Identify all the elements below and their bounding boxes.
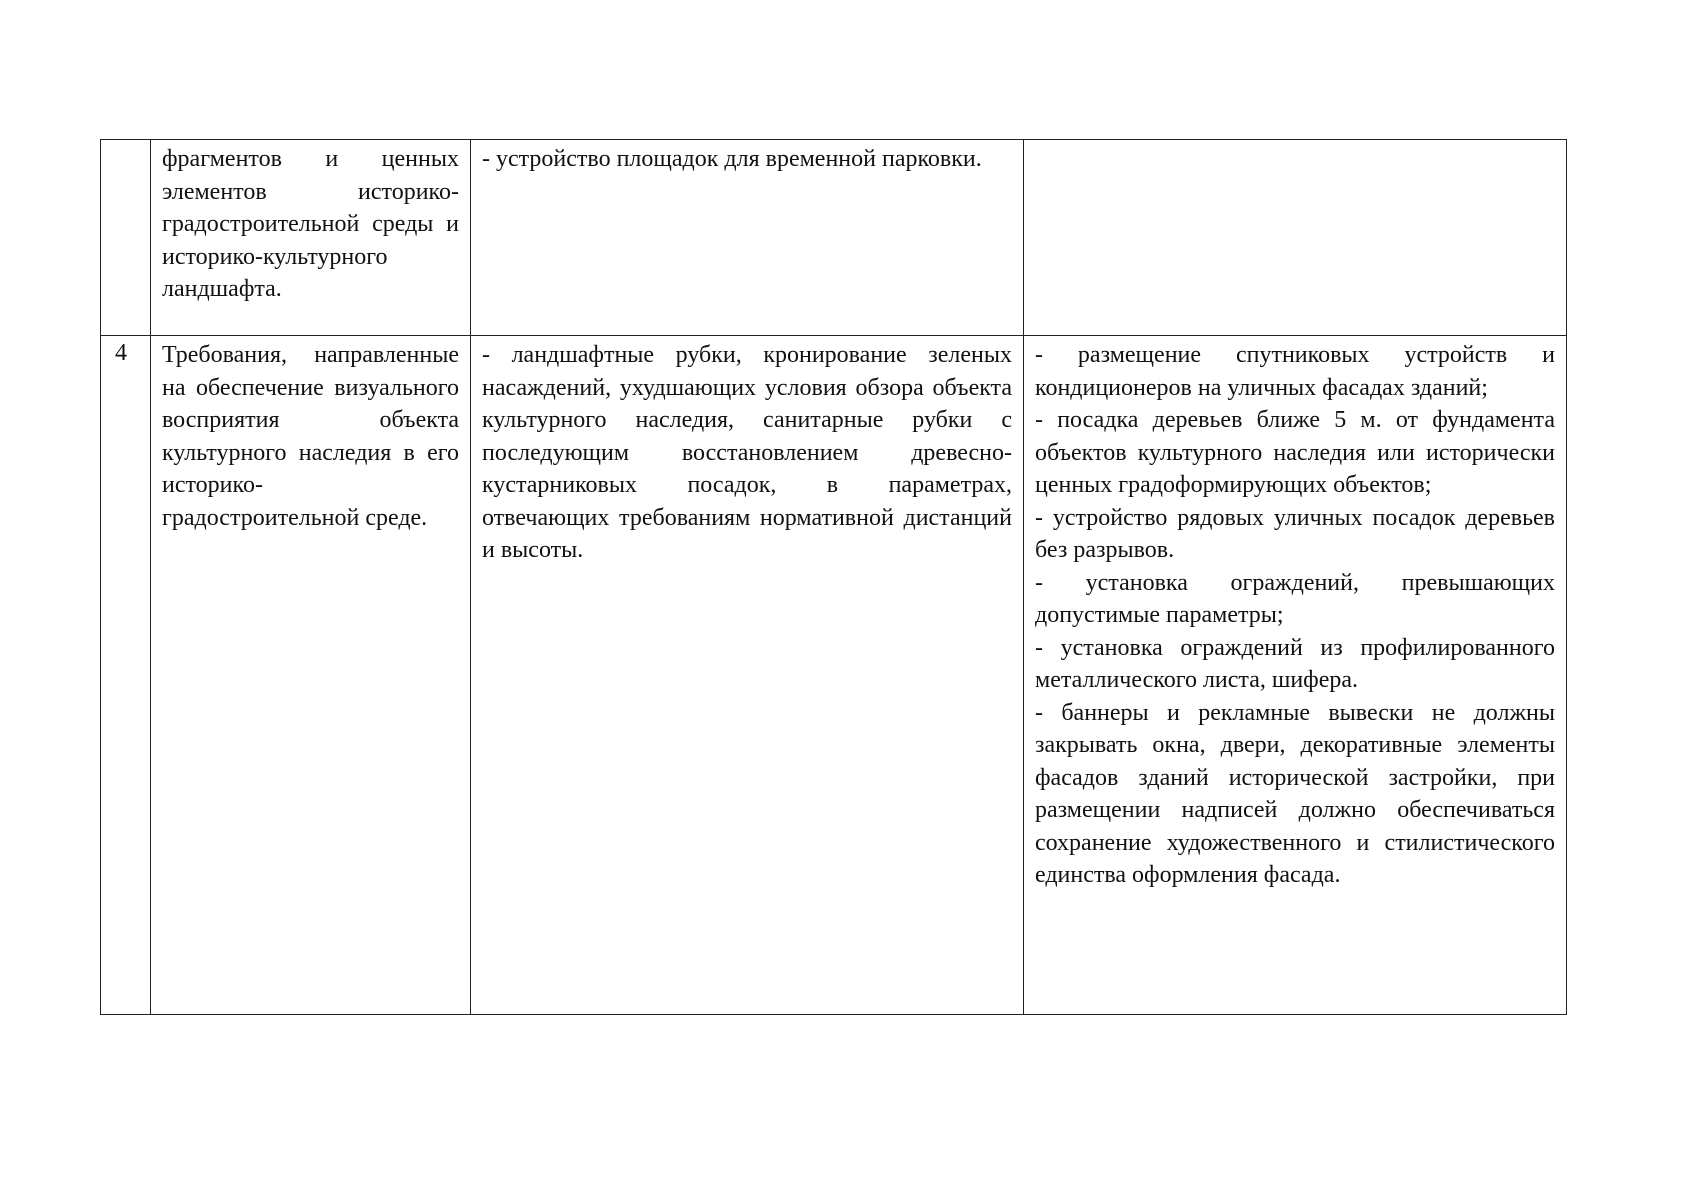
requirement-cell — [151, 336, 471, 1015]
forbidden-item: - устройство рядовых уличных посадок деревьев без разрывов. — [1035, 504, 1555, 563]
forbidden-item: - установка ограждений из профилированного металлического листа, шифера. — [1035, 634, 1555, 693]
forbidden-item: - размещение спутниковых устройств и кондиционеров на уличных фасадах зданий; — [1035, 342, 1555, 401]
requirement-text: Требования, направленные на обеспечение визуального восприятия объекта культурного наследия в его историко-градостроительной среде. — [162, 342, 459, 531]
allowed-cell — [471, 336, 1024, 1015]
forbidden-list — [1024, 336, 1566, 892]
row-number-cell — [101, 140, 151, 336]
requirement-text: фрагментов и ценных элементов историко-градостроительной среды и историко-культурного ландшафта. — [162, 146, 459, 302]
table-row — [101, 140, 1567, 336]
forbidden-cell — [1024, 140, 1567, 336]
forbidden-item: - посадка деревьев ближе 5 м. от фундамента объектов культурного наследия или исторически ценных градоформирующих объектов; — [1035, 407, 1555, 498]
forbidden-item: - установка ограждений, превышающих допустимые параметры; — [1035, 569, 1555, 628]
requirement-cell — [151, 140, 471, 336]
row-number-cell — [101, 336, 151, 1015]
row-number — [101, 140, 150, 141]
allowed-list — [471, 336, 1023, 567]
row-number: 4 — [115, 340, 127, 366]
forbidden-list — [1024, 140, 1566, 143]
forbidden-item: - баннеры и рекламные вывески не должны закрывать окна, двери, декоративные элементы фасадов зданий исторической застройки, при размещении надписей должно обеспечиваться сохранение художественного и стилистического единства оформления фасада. — [1035, 699, 1555, 888]
allowed-cell — [471, 140, 1024, 336]
requirements-table — [100, 139, 1567, 1015]
table-row — [101, 336, 1567, 1015]
allowed-item: - ландшафтные рубки, кронирование зеленых насаждений, ухудшающих условия обзора объекта культурного наследия, санитарные рубки с последующим восстановлением древесно-кустарниковых посадок, в параметрах, отвечающих требованиям нормативной дистанций и высоты. — [482, 342, 1012, 563]
allowed-list — [471, 140, 1023, 176]
forbidden-cell — [1024, 336, 1567, 1015]
allowed-item: - устройство площадок для временной парковки. — [482, 146, 982, 172]
